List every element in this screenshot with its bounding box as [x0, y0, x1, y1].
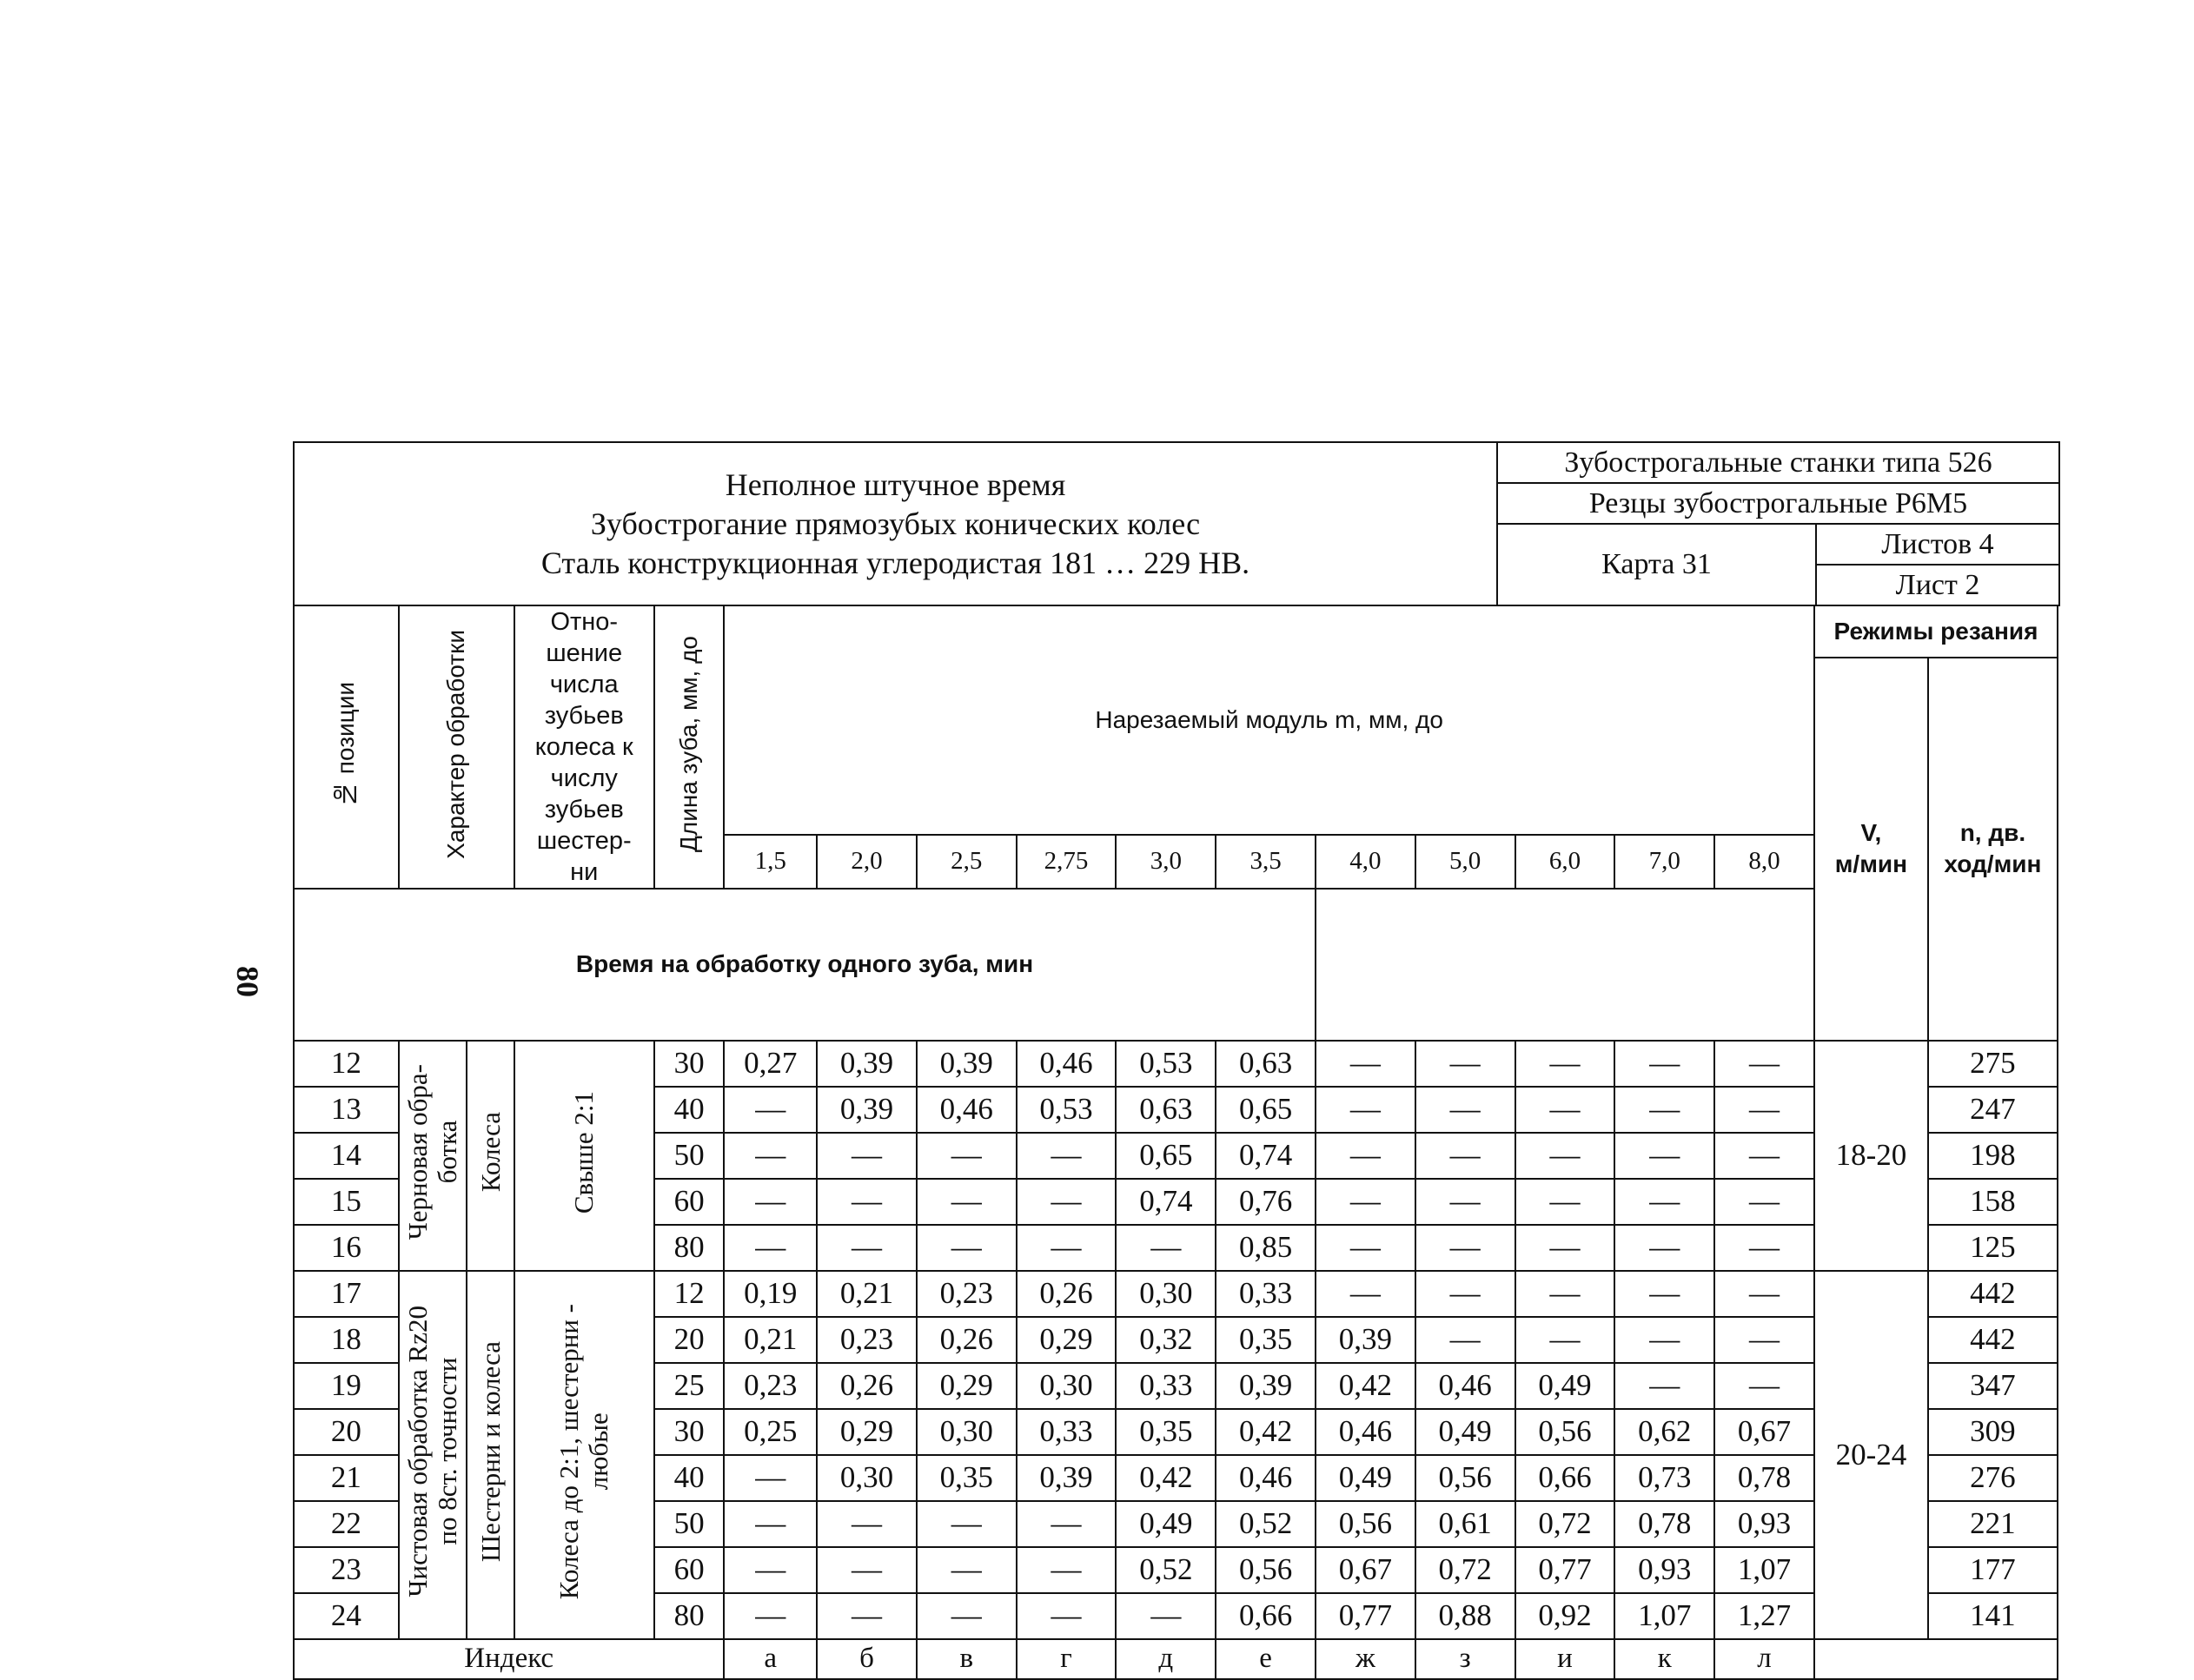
- col-speed-v: V, м/мин: [1814, 658, 1928, 1041]
- time-cell: 0,23: [817, 1317, 917, 1363]
- time-cell: —: [1714, 1179, 1814, 1225]
- position-cell: 18: [294, 1317, 399, 1363]
- time-cell: —: [1316, 1271, 1415, 1317]
- time-cell: 0,39: [817, 1041, 917, 1087]
- time-cell: —: [724, 1133, 817, 1179]
- time-cell: 0,30: [817, 1455, 917, 1501]
- module-cell: 2,5: [917, 835, 1017, 889]
- machine-type: Зубострогальные станки типа 526: [1497, 442, 2059, 483]
- time-cell: —: [1714, 1041, 1814, 1087]
- group-character: Черновая обра- ботка: [399, 1041, 467, 1271]
- strokes-cell: 198: [1928, 1133, 2058, 1179]
- time-cell: 0,72: [1415, 1547, 1515, 1593]
- time-cell: 0,39: [1017, 1455, 1117, 1501]
- time-cell: 0,49: [1316, 1455, 1415, 1501]
- time-cell: 0,21: [817, 1271, 917, 1317]
- index-letter: к: [1614, 1639, 1714, 1679]
- time-cell: 0,46: [1216, 1455, 1316, 1501]
- time-cell: 0,66: [1515, 1455, 1615, 1501]
- card-number: Карта 31: [1497, 524, 1816, 605]
- time-cell: 0,49: [1515, 1363, 1615, 1409]
- norm-card: [293, 441, 2058, 1680]
- time-cell: —: [1116, 1593, 1216, 1639]
- index-letter: з: [1415, 1639, 1515, 1679]
- time-cell: 1,27: [1714, 1593, 1814, 1639]
- time-cell: —: [817, 1547, 917, 1593]
- time-cell: 0,56: [1415, 1455, 1515, 1501]
- index-empty-cell: [1814, 1639, 2058, 1679]
- col-ratio: Отно- шение числа зубьев колеса к числу зубьев шестер- ни: [514, 605, 654, 889]
- module-cell: 2,0: [817, 835, 917, 889]
- time-cell: 0,42: [1216, 1409, 1316, 1455]
- time-cell: —: [1017, 1593, 1117, 1639]
- time-cell: 0,92: [1515, 1593, 1615, 1639]
- index-letter: и: [1515, 1639, 1615, 1679]
- speed-cell: 18-20: [1814, 1041, 1928, 1271]
- time-cell: —: [1017, 1133, 1117, 1179]
- time-cell: —: [1415, 1133, 1515, 1179]
- time-cell: 0,30: [1017, 1363, 1117, 1409]
- time-cell: 0,53: [1116, 1041, 1216, 1087]
- module-cell: 8,0: [1714, 835, 1814, 889]
- strokes-cell: 141: [1928, 1593, 2058, 1639]
- index-letter: л: [1714, 1639, 1814, 1679]
- time-cell: —: [1415, 1087, 1515, 1133]
- time-cell: 0,67: [1316, 1547, 1415, 1593]
- time-cell: 0,65: [1216, 1087, 1316, 1133]
- time-cell: —: [1714, 1271, 1814, 1317]
- time-cell: 0,65: [1116, 1133, 1216, 1179]
- time-cell: 0,39: [817, 1087, 917, 1133]
- length-cell: 50: [654, 1133, 725, 1179]
- module-cell: 1,5: [724, 835, 817, 889]
- group-ratio: Свыше 2:1: [514, 1041, 654, 1271]
- length-cell: 40: [654, 1087, 725, 1133]
- time-cell: —: [1017, 1501, 1117, 1547]
- time-cell: —: [724, 1547, 817, 1593]
- time-cell: 0,25: [724, 1409, 817, 1455]
- strokes-cell: 442: [1928, 1317, 2058, 1363]
- col-strokes-n: n, дв. ход/мин: [1928, 658, 2058, 1041]
- length-cell: 80: [654, 1593, 725, 1639]
- time-cell: 0,74: [1116, 1179, 1216, 1225]
- time-cell: 0,66: [1216, 1593, 1316, 1639]
- time-cell: 0,52: [1216, 1501, 1316, 1547]
- time-cell: 0,39: [1216, 1363, 1316, 1409]
- length-cell: 30: [654, 1409, 725, 1455]
- time-cell: 0,21: [724, 1317, 817, 1363]
- time-cell: 0,23: [917, 1271, 1017, 1317]
- time-cell: 0,72: [1515, 1501, 1615, 1547]
- speed-cell: 20-24: [1814, 1271, 1928, 1639]
- time-cell: —: [1017, 1225, 1117, 1271]
- time-cell: 0,26: [817, 1363, 917, 1409]
- index-letter: е: [1216, 1639, 1316, 1679]
- time-cell: 0,39: [1316, 1317, 1415, 1363]
- group-ratio: Колеса до 2:1, шестерни - любые: [514, 1271, 654, 1639]
- time-cell: 0,30: [1116, 1271, 1216, 1317]
- time-cell: —: [1316, 1087, 1415, 1133]
- time-cell: 0,46: [1316, 1409, 1415, 1455]
- time-cell: 0,76: [1216, 1179, 1316, 1225]
- time-cell: —: [1316, 1041, 1415, 1087]
- time-cell: 0,63: [1116, 1087, 1216, 1133]
- time-per-tooth-label: Время на обработку одного зуба, мин: [294, 889, 1316, 1041]
- time-cell: —: [724, 1225, 817, 1271]
- index-letter: ж: [1316, 1639, 1415, 1679]
- module-cell: 2,75: [1017, 835, 1117, 889]
- time-cell: 0,27: [724, 1041, 817, 1087]
- time-cell: 1,07: [1714, 1547, 1814, 1593]
- time-cell: 0,23: [724, 1363, 817, 1409]
- time-cell: —: [1017, 1547, 1117, 1593]
- time-cell: —: [1714, 1317, 1814, 1363]
- time-cell: —: [1714, 1133, 1814, 1179]
- position-cell: 22: [294, 1501, 399, 1547]
- time-cell: —: [1316, 1225, 1415, 1271]
- time-cell: —: [1116, 1225, 1216, 1271]
- time-cell: —: [1316, 1179, 1415, 1225]
- time-cell: 0,46: [917, 1087, 1017, 1133]
- time-cell: 0,73: [1614, 1455, 1714, 1501]
- time-cell: 0,53: [1017, 1087, 1117, 1133]
- sheets-total: Листов 4: [1816, 524, 2059, 565]
- time-cell: —: [1515, 1271, 1615, 1317]
- time-cell: —: [1415, 1179, 1515, 1225]
- time-cell: 0,42: [1116, 1455, 1216, 1501]
- time-cell: 0,67: [1714, 1409, 1814, 1455]
- time-cell: 0,88: [1415, 1593, 1515, 1639]
- strokes-cell: 177: [1928, 1547, 2058, 1593]
- position-cell: 19: [294, 1363, 399, 1409]
- module-cell: 3,0: [1116, 835, 1216, 889]
- length-cell: 25: [654, 1363, 725, 1409]
- time-cell: 0,26: [1017, 1271, 1117, 1317]
- time-cell: —: [1515, 1225, 1615, 1271]
- time-cell: —: [1515, 1041, 1615, 1087]
- time-cell: 0,62: [1614, 1409, 1714, 1455]
- length-cell: 12: [654, 1271, 725, 1317]
- page-number: 80: [230, 966, 265, 997]
- index-letter: а: [724, 1639, 817, 1679]
- index-label: Индекс: [294, 1639, 724, 1679]
- time-cell: 0,78: [1714, 1455, 1814, 1501]
- time-cell: —: [1415, 1271, 1515, 1317]
- position-cell: 24: [294, 1593, 399, 1639]
- strokes-cell: 309: [1928, 1409, 2058, 1455]
- time-cell: —: [1415, 1041, 1515, 1087]
- time-cell: —: [724, 1593, 817, 1639]
- time-cell: —: [1614, 1271, 1714, 1317]
- position-cell: 23: [294, 1547, 399, 1593]
- time-cell: —: [917, 1547, 1017, 1593]
- time-cell: 0,33: [1017, 1409, 1117, 1455]
- module-cell: 7,0: [1614, 835, 1714, 889]
- time-cell: 0,29: [1017, 1317, 1117, 1363]
- time-cell: —: [724, 1455, 817, 1501]
- time-cell: —: [1415, 1225, 1515, 1271]
- time-cell: 0,56: [1515, 1409, 1615, 1455]
- time-cell: —: [1714, 1087, 1814, 1133]
- time-cell: —: [1614, 1363, 1714, 1409]
- time-cell: 0,29: [817, 1409, 917, 1455]
- position-cell: 20: [294, 1409, 399, 1455]
- title-line-1: Неполное штучное время: [725, 466, 1066, 502]
- position-cell: 17: [294, 1271, 399, 1317]
- time-cell: —: [1614, 1225, 1714, 1271]
- strokes-cell: 276: [1928, 1455, 2058, 1501]
- time-cell: 0,42: [1316, 1363, 1415, 1409]
- strokes-cell: 347: [1928, 1363, 2058, 1409]
- group-part: Шестерни и колеса: [467, 1271, 514, 1639]
- index-letter: б: [817, 1639, 917, 1679]
- time-cell: 0,35: [917, 1455, 1017, 1501]
- time-cell: —: [1714, 1225, 1814, 1271]
- length-cell: 40: [654, 1455, 725, 1501]
- time-cell: —: [1515, 1133, 1615, 1179]
- title-line-2: Зубострогание прямозубых конических колес: [590, 506, 1201, 541]
- length-cell: 50: [654, 1501, 725, 1547]
- time-cell: 0,33: [1216, 1271, 1316, 1317]
- length-cell: 80: [654, 1225, 725, 1271]
- index-letter: д: [1116, 1639, 1216, 1679]
- time-cell: —: [917, 1133, 1017, 1179]
- time-cell: 0,49: [1415, 1409, 1515, 1455]
- time-cell: —: [1017, 1179, 1117, 1225]
- time-cell: —: [724, 1179, 817, 1225]
- sheet-number: Лист 2: [1816, 565, 2059, 605]
- strokes-cell: 442: [1928, 1271, 2058, 1317]
- time-cell: —: [917, 1225, 1017, 1271]
- title-line-3: Сталь конструкционная углеродистая 181 … 229 НВ.: [540, 545, 1250, 580]
- strokes-cell: 247: [1928, 1087, 2058, 1133]
- strokes-cell: 275: [1928, 1041, 2058, 1087]
- time-cell: —: [817, 1133, 917, 1179]
- time-cell: —: [917, 1179, 1017, 1225]
- card-header: [293, 441, 2060, 606]
- time-cell: 0,56: [1216, 1547, 1316, 1593]
- time-cell: 0,93: [1614, 1547, 1714, 1593]
- time-cell: 0,93: [1714, 1501, 1814, 1547]
- time-cell: 0,30: [917, 1409, 1017, 1455]
- group-character: Чистовая обработка Rz20 по 8ст. точности: [399, 1271, 467, 1639]
- position-cell: 16: [294, 1225, 399, 1271]
- strokes-cell: 125: [1928, 1225, 2058, 1271]
- time-cell: —: [1614, 1087, 1714, 1133]
- time-cell: 0,35: [1216, 1317, 1316, 1363]
- time-cell: 0,56: [1316, 1501, 1415, 1547]
- time-cell: 0,52: [1116, 1547, 1216, 1593]
- col-tooth-length: Длина зуба, мм, до: [654, 605, 725, 889]
- time-cell: —: [817, 1179, 917, 1225]
- time-cell: 0,46: [1415, 1363, 1515, 1409]
- length-cell: 20: [654, 1317, 725, 1363]
- time-cell: —: [817, 1593, 917, 1639]
- col-position: № позиции: [294, 605, 399, 889]
- position-cell: 12: [294, 1041, 399, 1087]
- position-cell: 15: [294, 1179, 399, 1225]
- time-cell: —: [724, 1087, 817, 1133]
- position-cell: 14: [294, 1133, 399, 1179]
- time-cell: 0,46: [1017, 1041, 1117, 1087]
- index-letter: в: [917, 1639, 1017, 1679]
- time-cell: 0,63: [1216, 1041, 1316, 1087]
- time-norms-table: [293, 605, 2058, 1680]
- time-cell: —: [817, 1225, 917, 1271]
- time-cell: —: [1614, 1317, 1714, 1363]
- time-cell: —: [817, 1501, 917, 1547]
- module-cell: 4,0: [1316, 835, 1415, 889]
- time-cell: 0,33: [1116, 1363, 1216, 1409]
- position-cell: 13: [294, 1087, 399, 1133]
- time-cell: 0,78: [1614, 1501, 1714, 1547]
- time-cell: —: [1614, 1133, 1714, 1179]
- time-cell: 0,49: [1116, 1501, 1216, 1547]
- time-cell: 0,77: [1316, 1593, 1415, 1639]
- col-module: Нарезаемый модуль m, мм, до: [724, 605, 1814, 835]
- group-part: Колеса: [467, 1041, 514, 1271]
- col-character: Характер обработки: [399, 605, 514, 889]
- position-cell: 21: [294, 1455, 399, 1501]
- time-cell: —: [917, 1501, 1017, 1547]
- length-cell: 60: [654, 1179, 725, 1225]
- time-cell: —: [1714, 1363, 1814, 1409]
- time-cell: —: [724, 1501, 817, 1547]
- time-cell: —: [1515, 1317, 1615, 1363]
- strokes-cell: 221: [1928, 1501, 2058, 1547]
- length-cell: 60: [654, 1547, 725, 1593]
- module-cell: 6,0: [1515, 835, 1615, 889]
- time-cell: 0,29: [917, 1363, 1017, 1409]
- time-cell: —: [1515, 1179, 1615, 1225]
- index-letter: г: [1017, 1639, 1117, 1679]
- time-cell: 0,26: [917, 1317, 1017, 1363]
- time-cell: 0,19: [724, 1271, 817, 1317]
- length-cell: 30: [654, 1041, 725, 1087]
- time-cell: 0,35: [1116, 1409, 1216, 1455]
- module-cell: 3,5: [1216, 835, 1316, 889]
- time-cell: —: [1614, 1041, 1714, 1087]
- cutter-type: Резцы зубострогальные Р6М5: [1497, 483, 2059, 524]
- time-cell: 0,61: [1415, 1501, 1515, 1547]
- time-cell: 0,85: [1216, 1225, 1316, 1271]
- time-cell: 1,07: [1614, 1593, 1714, 1639]
- time-cell: 0,39: [917, 1041, 1017, 1087]
- time-cell: —: [1515, 1087, 1615, 1133]
- time-cell: 0,74: [1216, 1133, 1316, 1179]
- time-cell: —: [1415, 1317, 1515, 1363]
- time-cell: 0,32: [1116, 1317, 1216, 1363]
- col-cutting-modes: Режимы резания: [1814, 605, 2058, 658]
- strokes-cell: 158: [1928, 1179, 2058, 1225]
- time-cell: —: [917, 1593, 1017, 1639]
- module-cell: 5,0: [1415, 835, 1515, 889]
- card-title: [294, 442, 1497, 605]
- time-cell: 0,77: [1515, 1547, 1615, 1593]
- time-cell: —: [1614, 1179, 1714, 1225]
- time-cell: —: [1316, 1133, 1415, 1179]
